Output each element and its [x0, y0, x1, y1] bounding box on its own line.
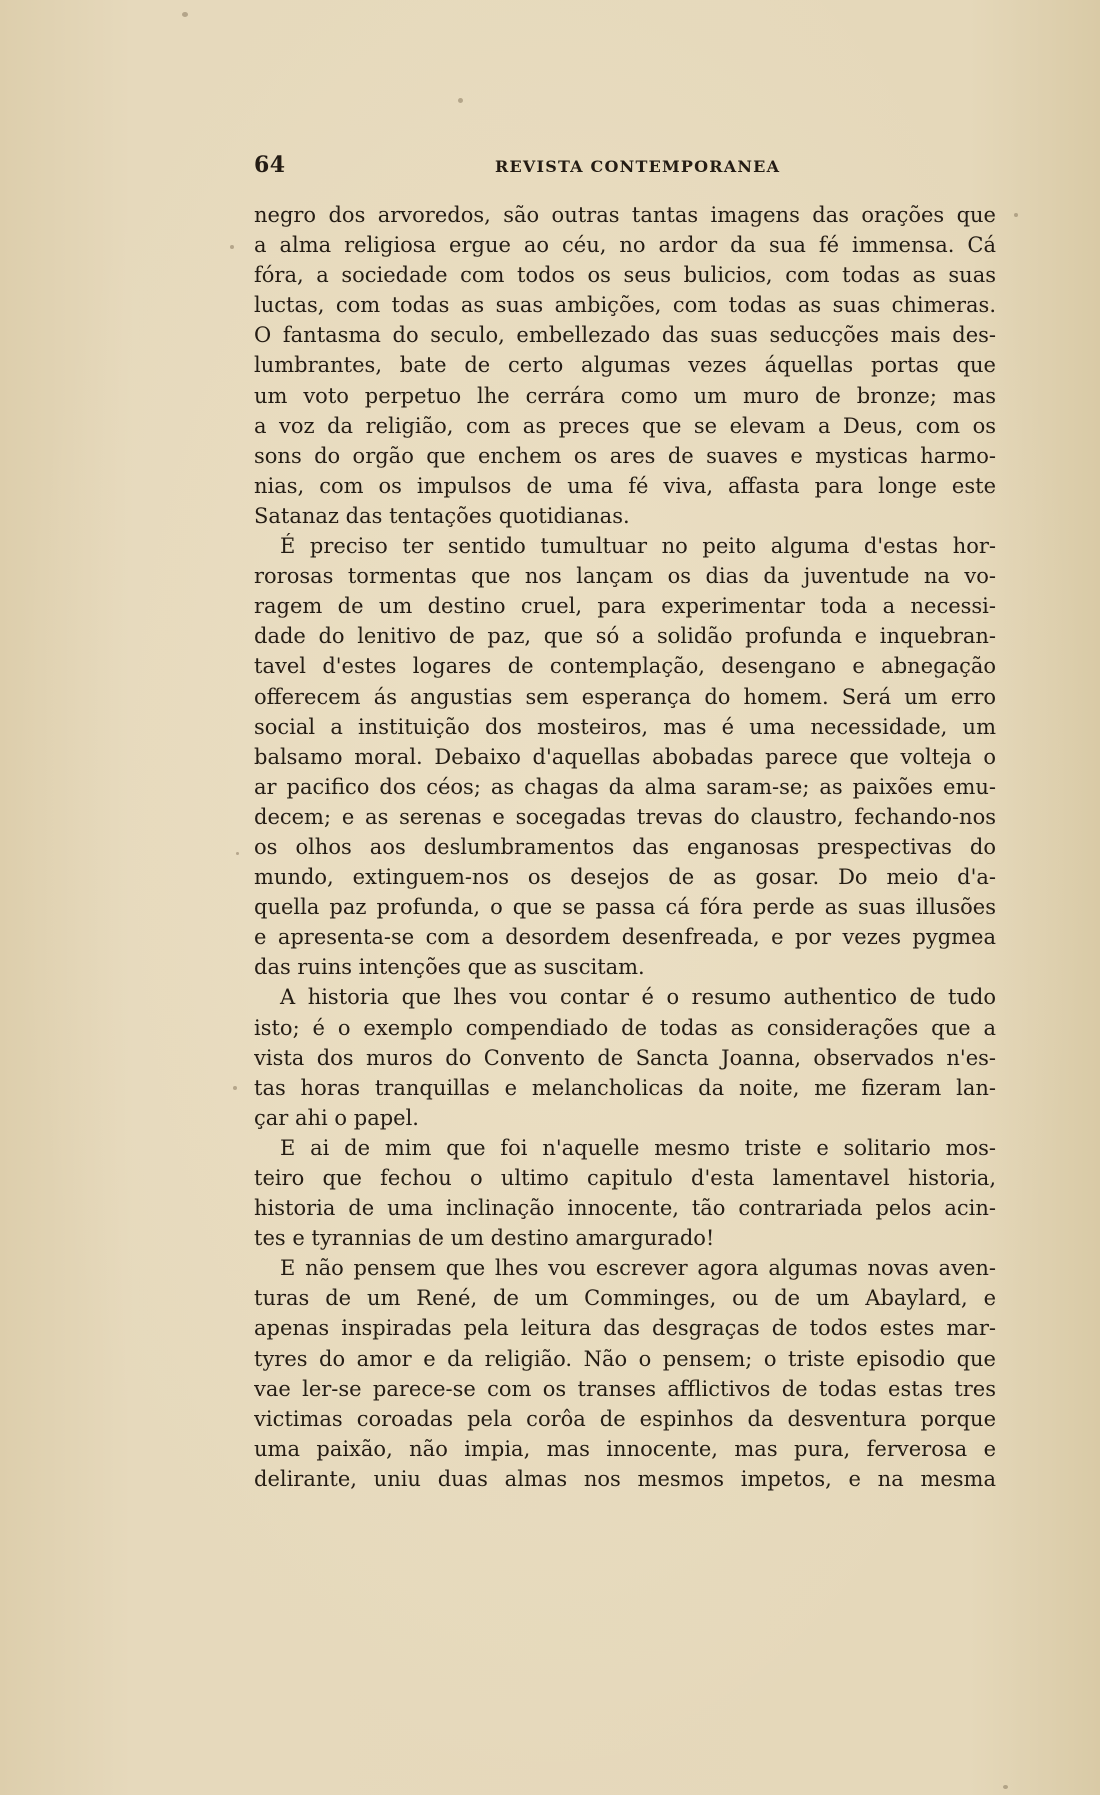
text-line: lumbrantes, bate de certo algumas vezes áquellas portas que: [254, 353, 996, 378]
text-line: a alma religiosa ergue ao céu, no ardor da sua fé immensa. Cá: [254, 233, 996, 258]
text-line: quella paz profunda, o que se passa cá fóra perde as suas illusões: [254, 895, 996, 920]
paper-speck: [458, 98, 463, 103]
text-line: tas horas tranquillas e melancholicas da noite, me fizeram lan-: [254, 1075, 996, 1100]
text-line: sons do orgão que enchem os ares de suaves e mysticas harmo-: [254, 443, 996, 468]
text-line: dade do lenitivo de paz, que só a solidão profunda e inquebran-: [254, 624, 996, 649]
paper-speck: [1003, 1785, 1008, 1789]
text-line: os olhos aos deslumbramentos das enganosas prespectivas do: [254, 834, 996, 859]
text-line: e apresenta-se com a desordem desenfreada, e por vezes pygmea: [254, 925, 996, 950]
text-line: victimas coroadas pela corôa de espinhos da desventura porque: [254, 1406, 996, 1431]
text-line: ragem de um destino cruel, para experimentar toda a necessi-: [254, 594, 996, 619]
text-line: nias, com os impulsos de uma fé viva, affasta para longe este: [254, 473, 996, 498]
text-line: tyres do amor e da religião. Não o pensem; o triste episodio que: [254, 1346, 996, 1371]
text-line: negro dos arvoredos, são outras tantas imagens das orações que: [254, 203, 996, 227]
text-line: apenas inspiradas pela leitura das desgraças de todos estes mar-: [254, 1316, 996, 1341]
text-line: rorosas tormentas que nos lançam os dias da juventude na vo-: [254, 564, 996, 589]
paper-speck: [182, 12, 188, 17]
text-line: das ruins intenções que as suscitam.: [254, 955, 645, 980]
text-line: A historia que lhes vou contar é o resumo authentico de tudo: [280, 985, 996, 1010]
paper-speck: [236, 852, 239, 855]
text-line: tes e tyrannias de um destino amargurado!: [254, 1226, 715, 1251]
body-text: [254, 200, 996, 1494]
text-line: çar ahi o papel.: [254, 1105, 419, 1130]
text-line: ar pacifico dos céos; as chagas da alma saram-se; as paixões emu-: [254, 774, 996, 799]
page-number: 64: [254, 152, 286, 178]
text-line: vista dos muros do Convento de Sancta Joanna, observados n'es-: [254, 1045, 996, 1070]
text-line: E ai de mim que foi n'aquelle mesmo triste e solitario mos-: [280, 1135, 996, 1160]
paper-speck: [233, 1086, 237, 1090]
text-line: um voto perpetuo lhe cerrára como um muro de bronze; mas: [254, 383, 996, 408]
text-line: luctas, com todas as suas ambições, com todas as suas chimeras.: [254, 293, 996, 318]
page-header: [254, 152, 994, 182]
text-line: balsamo moral. Debaixo d'aquellas abobadas parece que volteja o: [254, 744, 996, 769]
text-line: O fantasma do seculo, embellezado das suas seducções mais des-: [254, 323, 996, 348]
text-line: teiro que fechou o ultimo capitulo d'esta lamentavel historia,: [254, 1166, 996, 1190]
text-line: tavel d'estes logares de contemplação, desengano e abnegação: [254, 654, 996, 679]
text-line: mundo, extinguem-nos os desejos de as gosar. Do meio d'a-: [254, 865, 996, 890]
paper-speck: [230, 245, 234, 249]
text-line: vae ler-se parece-se com os transes afflictivos de todas estas tres: [254, 1376, 996, 1401]
text-line: isto; é o exemplo compendiado de todas as considerações que a: [254, 1015, 996, 1040]
text-line: Satanaz das tentações quotidianas.: [254, 503, 630, 528]
text-line: a voz da religião, com as preces que se elevam a Deus, com os: [254, 413, 996, 438]
text-line: fóra, a sociedade com todos os seus bulicios, com todas as suas: [254, 263, 996, 288]
text-line: E não pensem que lhes vou escrever agora algumas novas aven-: [280, 1256, 996, 1281]
text-line: delirante, uniu duas almas nos mesmos impetos, e na mesma: [254, 1466, 996, 1491]
running-title: REVISTA CONTEMPORANEA: [495, 157, 781, 176]
text-line: decem; e as serenas e socegadas trevas do claustro, fechando-nos: [254, 804, 996, 829]
text-line: historia de uma inclinação innocente, tão contrariada pelos acin-: [254, 1196, 996, 1221]
paper-speck: [1014, 213, 1018, 217]
text-line: turas de um René, de um Comminges, ou de um Abaylard, e: [254, 1286, 996, 1311]
text-line: social a instituição dos mosteiros, mas é uma necessidade, um: [254, 714, 996, 739]
text-line: uma paixão, não impia, mas innocente, mas pura, ferverosa e: [254, 1436, 996, 1461]
text-line: offerecem ás angustias sem esperança do homem. Será um erro: [254, 684, 996, 709]
text-line: É preciso ter sentido tumultuar no peito alguma d'estas hor-: [280, 534, 996, 559]
